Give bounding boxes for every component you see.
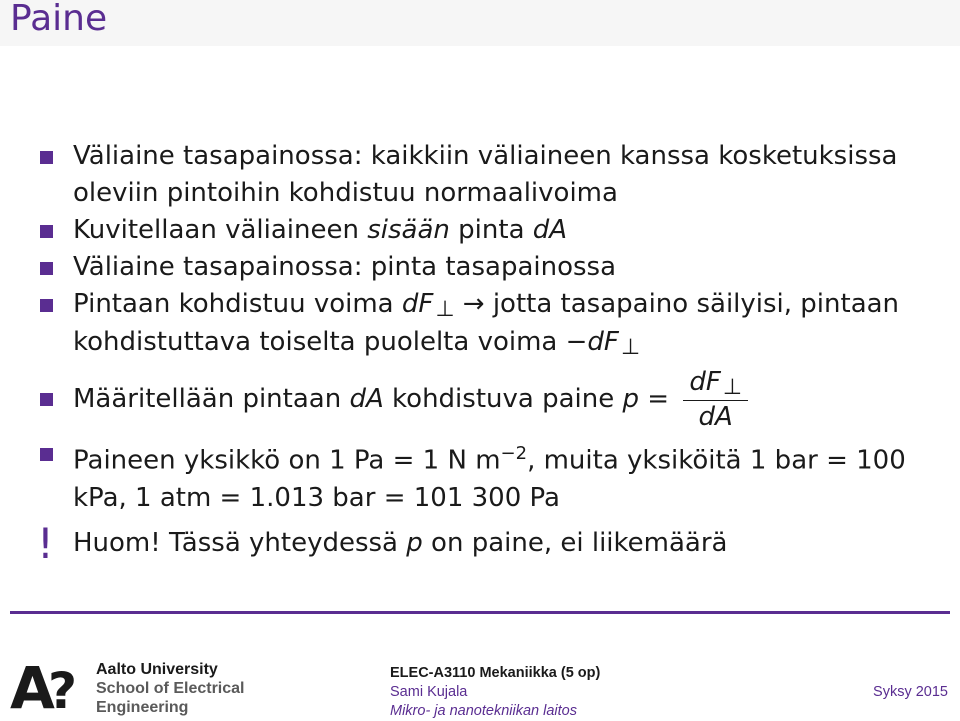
square-bullet-icon	[40, 151, 53, 164]
emphasis-text: sisään	[367, 215, 450, 245]
square-bullet-icon	[40, 448, 53, 461]
note-item	[37, 518, 940, 568]
bullet-text: Kuvitellaan väliaineen	[73, 215, 368, 245]
svg-text:A: A	[10, 658, 55, 712]
title-bar	[0, 0, 960, 46]
bullet-text: jotta tasapaino säilyisi, pintaan kohdistuttava toiselta puolelta voima	[73, 289, 900, 357]
math-variable: p	[406, 527, 423, 558]
bullet-item-1	[40, 138, 940, 212]
bullet-text: Määritellään pintaan	[73, 384, 350, 414]
bullet-item-3	[40, 249, 940, 286]
equals-symbol: =	[639, 384, 678, 414]
pressure-fraction	[683, 366, 748, 433]
bullet-text: , muita yksiköitä 1 bar = 100 kPa, 1 atm = 1.013 bar = 101 300 Pa	[73, 445, 906, 513]
department-name: Mikro- ja nanotekniikan laitos	[390, 703, 577, 719]
square-bullet-icon	[40, 225, 53, 238]
minus-symbol: −	[565, 327, 588, 357]
exponent: −2	[500, 443, 528, 464]
aalto-logo	[10, 658, 80, 712]
bullet-text: Paineen yksikkö on 1 Pa = 1 N m	[73, 445, 501, 476]
bullet-text: Pintaan kohdistuu voima	[73, 289, 402, 319]
slide-title: Paine	[10, 0, 108, 39]
bullet-text: kohdistuva paine	[383, 384, 623, 414]
bullet-text: Väliaine tasapainossa: kaikkiin väliaineen kanssa kosketuksissa oleviin pintoihin kohdistuu normaalivoima	[73, 141, 898, 208]
bullet-item-4	[40, 286, 940, 362]
author-name: Sami Kujala	[390, 684, 468, 700]
course-info	[390, 664, 600, 721]
square-bullet-icon	[40, 393, 53, 406]
math-variable: dF	[587, 327, 619, 357]
course-name: ELEC-A3110 Mekaniikka (5 op)	[390, 665, 601, 681]
perp-symbol: ⊥	[620, 335, 641, 360]
note-text: Huom! Tässä yhteydessä	[73, 527, 407, 558]
bullet-item-5	[40, 366, 940, 433]
slide-content	[37, 138, 940, 568]
math-variable: dA	[349, 384, 384, 414]
svg-text:?: ?	[48, 662, 78, 712]
university-name: Aalto University School of Electrical Engineering	[96, 661, 245, 716]
math-variable: dF	[401, 289, 434, 319]
math-variable: p	[622, 384, 639, 414]
math-variable: dA	[532, 215, 568, 245]
arrow-symbol: →	[454, 289, 493, 319]
perp-symbol: ⊥	[435, 297, 455, 322]
fraction-numerator: dF⊥	[683, 366, 748, 401]
bullet-text: Väliaine tasapainossa: pinta tasapainossa	[73, 252, 617, 282]
bullet-item-6	[40, 435, 940, 517]
exclamation-icon: !	[37, 518, 54, 568]
footer-divider	[10, 611, 950, 614]
square-bullet-icon	[40, 262, 53, 275]
note-text: on paine, ei liikemäärä	[422, 527, 728, 558]
term-label: Syksy 2015	[873, 684, 948, 700]
bullet-text: pinta	[449, 215, 533, 245]
square-bullet-icon	[40, 299, 53, 312]
bullet-item-2	[40, 212, 940, 249]
fraction-denominator: dA	[698, 402, 733, 432]
